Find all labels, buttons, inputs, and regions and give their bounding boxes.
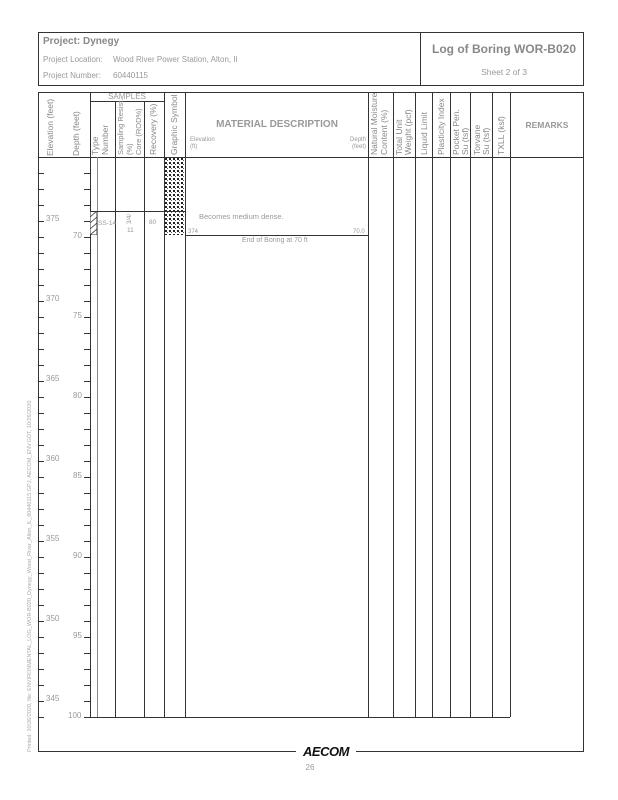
elevation-tick: [38, 205, 44, 206]
col-div-pocket: [470, 92, 471, 717]
depth-tick: [84, 493, 90, 494]
elevation-tick: [38, 253, 44, 254]
desc-medium-dense: Becomes medium dense.: [199, 212, 284, 221]
header-torvane-1: Torvane: [472, 124, 482, 155]
depth-tick: [84, 317, 90, 318]
elevation-label: 365: [46, 374, 60, 383]
header-resist-1: Sampling Resist.: [116, 98, 125, 155]
depth-tick: [84, 429, 90, 430]
column-header-bottom: [38, 157, 584, 158]
elevation-tick: [38, 637, 44, 638]
elevation-tick: [38, 493, 44, 494]
elevation-tick: [38, 573, 44, 574]
project-location-value: Wood River Power Station, Alton, Il: [113, 55, 238, 64]
project-number-value: 60440115: [113, 71, 148, 80]
elevation-tick: [38, 461, 44, 462]
end-depth: 70.0: [353, 229, 365, 235]
header-plasticity: Plasticity Index: [436, 98, 446, 155]
depth-tick: [84, 173, 90, 174]
header-resist-2: (%): [125, 143, 134, 155]
col-div-depth: [90, 92, 91, 717]
header-liquid: Liquid Limit: [419, 112, 429, 155]
project-location-label: Project Location:: [43, 55, 103, 64]
depth-tick: [84, 205, 90, 206]
elevation-tick: [38, 541, 44, 542]
header-depth-ft: Depth (feet): [349, 137, 366, 150]
depth-tick: [84, 573, 90, 574]
header-pocket-1: Pocket Pen.: [451, 109, 461, 155]
header-divider: [420, 32, 421, 86]
sample-recovery: 80: [149, 219, 157, 226]
depth-tick: [84, 589, 90, 590]
project-number-label: Project Number:: [43, 71, 101, 80]
depth-tick: [84, 685, 90, 686]
header-moisture-2: Content (%): [379, 109, 389, 155]
col-div-txll: [510, 92, 511, 717]
depth-label: 95: [73, 631, 82, 640]
depth-label: 75: [73, 311, 82, 320]
end-boring-text: End of Boring at 70 ft: [242, 237, 308, 244]
header-graphic: Graphic Symbol: [169, 94, 179, 155]
log-bottom-line: [90, 717, 510, 718]
header-pocket-2: Su (tsf): [460, 127, 470, 155]
depth-tick: [84, 381, 90, 382]
side-note: Printed: 10/26/2020, file: ENVIRONMENTAL_LOG_WOR-B020_Dynegy_Wood_River_Alton_IL_60440115.GPJ, AECOM_ENV.GDT, 10/26/2020: [27, 400, 33, 752]
elevation-tick: [38, 173, 44, 174]
elevation-tick: [38, 365, 44, 366]
elevation-tick: [38, 413, 44, 414]
elevation-tick: [38, 685, 44, 686]
sample-top-line: [90, 211, 185, 212]
project-title: Project: Dynegy: [43, 36, 120, 47]
depth-tick: [84, 509, 90, 510]
end-boring-line: [185, 235, 368, 236]
elevation-tick: [38, 605, 44, 606]
col-div-torvane: [492, 92, 493, 717]
header-remarks: REMARKS: [525, 120, 569, 130]
depth-tick: [84, 621, 90, 622]
elevation-tick: [38, 509, 44, 510]
header-unit-weight-2: Weight (pcf): [403, 109, 413, 155]
elevation-tick: [38, 333, 44, 334]
depth-tick: [84, 557, 90, 558]
col-div-resist: [144, 101, 145, 717]
elevation-tick: [38, 701, 44, 702]
elevation-tick: [38, 269, 44, 270]
depth-tick: [84, 301, 90, 302]
depth-label: 85: [73, 471, 82, 480]
header-type: Type: [90, 136, 100, 155]
sample-id: SS-14: [98, 220, 117, 227]
header-txll: TXLL (ksf): [496, 116, 506, 155]
depth-tick: [84, 285, 90, 286]
header-elevation: Elevation (feet): [45, 98, 55, 156]
elevation-tick: [38, 669, 44, 670]
header-elev-ft: Elevation (ft): [190, 137, 215, 150]
samples-group-line: [90, 101, 164, 102]
depth-label: 80: [73, 391, 82, 400]
header-moisture-1: Natural Moisture: [369, 92, 379, 155]
depth-tick: [84, 525, 90, 526]
elevation-label: 355: [46, 534, 60, 543]
elevation-tick: [38, 589, 44, 590]
depth-tick: [84, 237, 90, 238]
col-div-type: [97, 157, 98, 717]
col-div-number: [115, 101, 116, 717]
depth-tick: [84, 477, 90, 478]
depth-label: 70: [73, 231, 82, 240]
log-table: [38, 92, 584, 752]
elevation-tick: [38, 477, 44, 478]
sample-resist-a: 3/4/: [127, 213, 134, 225]
elevation-tick: [38, 525, 44, 526]
elevation-tick: [38, 653, 44, 654]
depth-tick: [84, 397, 90, 398]
elevation-label: 350: [46, 614, 60, 623]
page-number: 26: [305, 763, 315, 772]
depth-tick: [84, 637, 90, 638]
log-title: Log of Boring WOR-B020: [432, 42, 576, 56]
logo-rule-right: [356, 751, 380, 752]
header-number: Number: [100, 124, 110, 155]
elevation-tick: [38, 349, 44, 350]
depth-tick: [84, 365, 90, 366]
elevation-tick: [38, 221, 44, 222]
graphic-soil-symbol: [165, 158, 185, 235]
depth-tick: [84, 269, 90, 270]
depth-tick: [84, 653, 90, 654]
elevation-tick: [38, 397, 44, 398]
depth-tick: [84, 445, 90, 446]
col-div-material: [368, 92, 369, 717]
depth-tick: [84, 605, 90, 606]
elevation-tick: [38, 717, 44, 718]
depth-tick: [84, 253, 90, 254]
header-torvane-2: Su (tsf): [481, 127, 491, 155]
header-depth: Depth (feet): [71, 111, 81, 156]
elevation-tick: [38, 429, 44, 430]
depth-tick: [84, 189, 90, 190]
elevation-label: 375: [46, 214, 60, 223]
end-elev: 374: [188, 229, 199, 235]
elevation-tick: [38, 381, 44, 382]
elevation-tick: [38, 621, 44, 622]
elevation-tick: [38, 317, 44, 318]
col-div-graphic: [185, 92, 186, 717]
samples-group-label: SAMPLES: [108, 92, 146, 101]
depth-tick: [84, 669, 90, 670]
logo-rule-left: [270, 751, 294, 752]
depth-tick: [84, 541, 90, 542]
col-div-unit-weight: [415, 92, 416, 717]
col-div-liquid: [432, 92, 433, 717]
header-material: MATERIAL DESCRIPTION: [216, 119, 338, 130]
elevation-tick: [38, 445, 44, 446]
elevation-tick: [38, 189, 44, 190]
elevation-label: 370: [46, 294, 60, 303]
elevation-tick: [38, 237, 44, 238]
depth-tick: [84, 461, 90, 462]
elevation-tick: [38, 285, 44, 286]
depth-tick: [84, 349, 90, 350]
col-div-plasticity: [450, 92, 451, 717]
depth-tick: [84, 333, 90, 334]
depth-tick: [84, 413, 90, 414]
header-unit-weight-1: Total Unit: [394, 119, 404, 155]
elevation-label: 360: [46, 454, 60, 463]
elevation-label: 345: [46, 694, 60, 703]
sample-hatch: [90, 211, 97, 235]
depth-tick: [84, 701, 90, 702]
header-resist-3: Core (ROD%): [134, 108, 143, 155]
header-recovery: Recovery (%): [148, 103, 158, 155]
elevation-tick: [38, 301, 44, 302]
elevation-tick: [38, 557, 44, 558]
aecom-logo: AECOM: [296, 744, 356, 759]
col-div-moisture: [393, 92, 394, 717]
depth-label: 100: [68, 711, 82, 720]
sample-resist-b: 11: [127, 227, 134, 234]
sheet-number: Sheet 2 of 3: [481, 67, 527, 77]
depth-label: 90: [73, 551, 82, 560]
